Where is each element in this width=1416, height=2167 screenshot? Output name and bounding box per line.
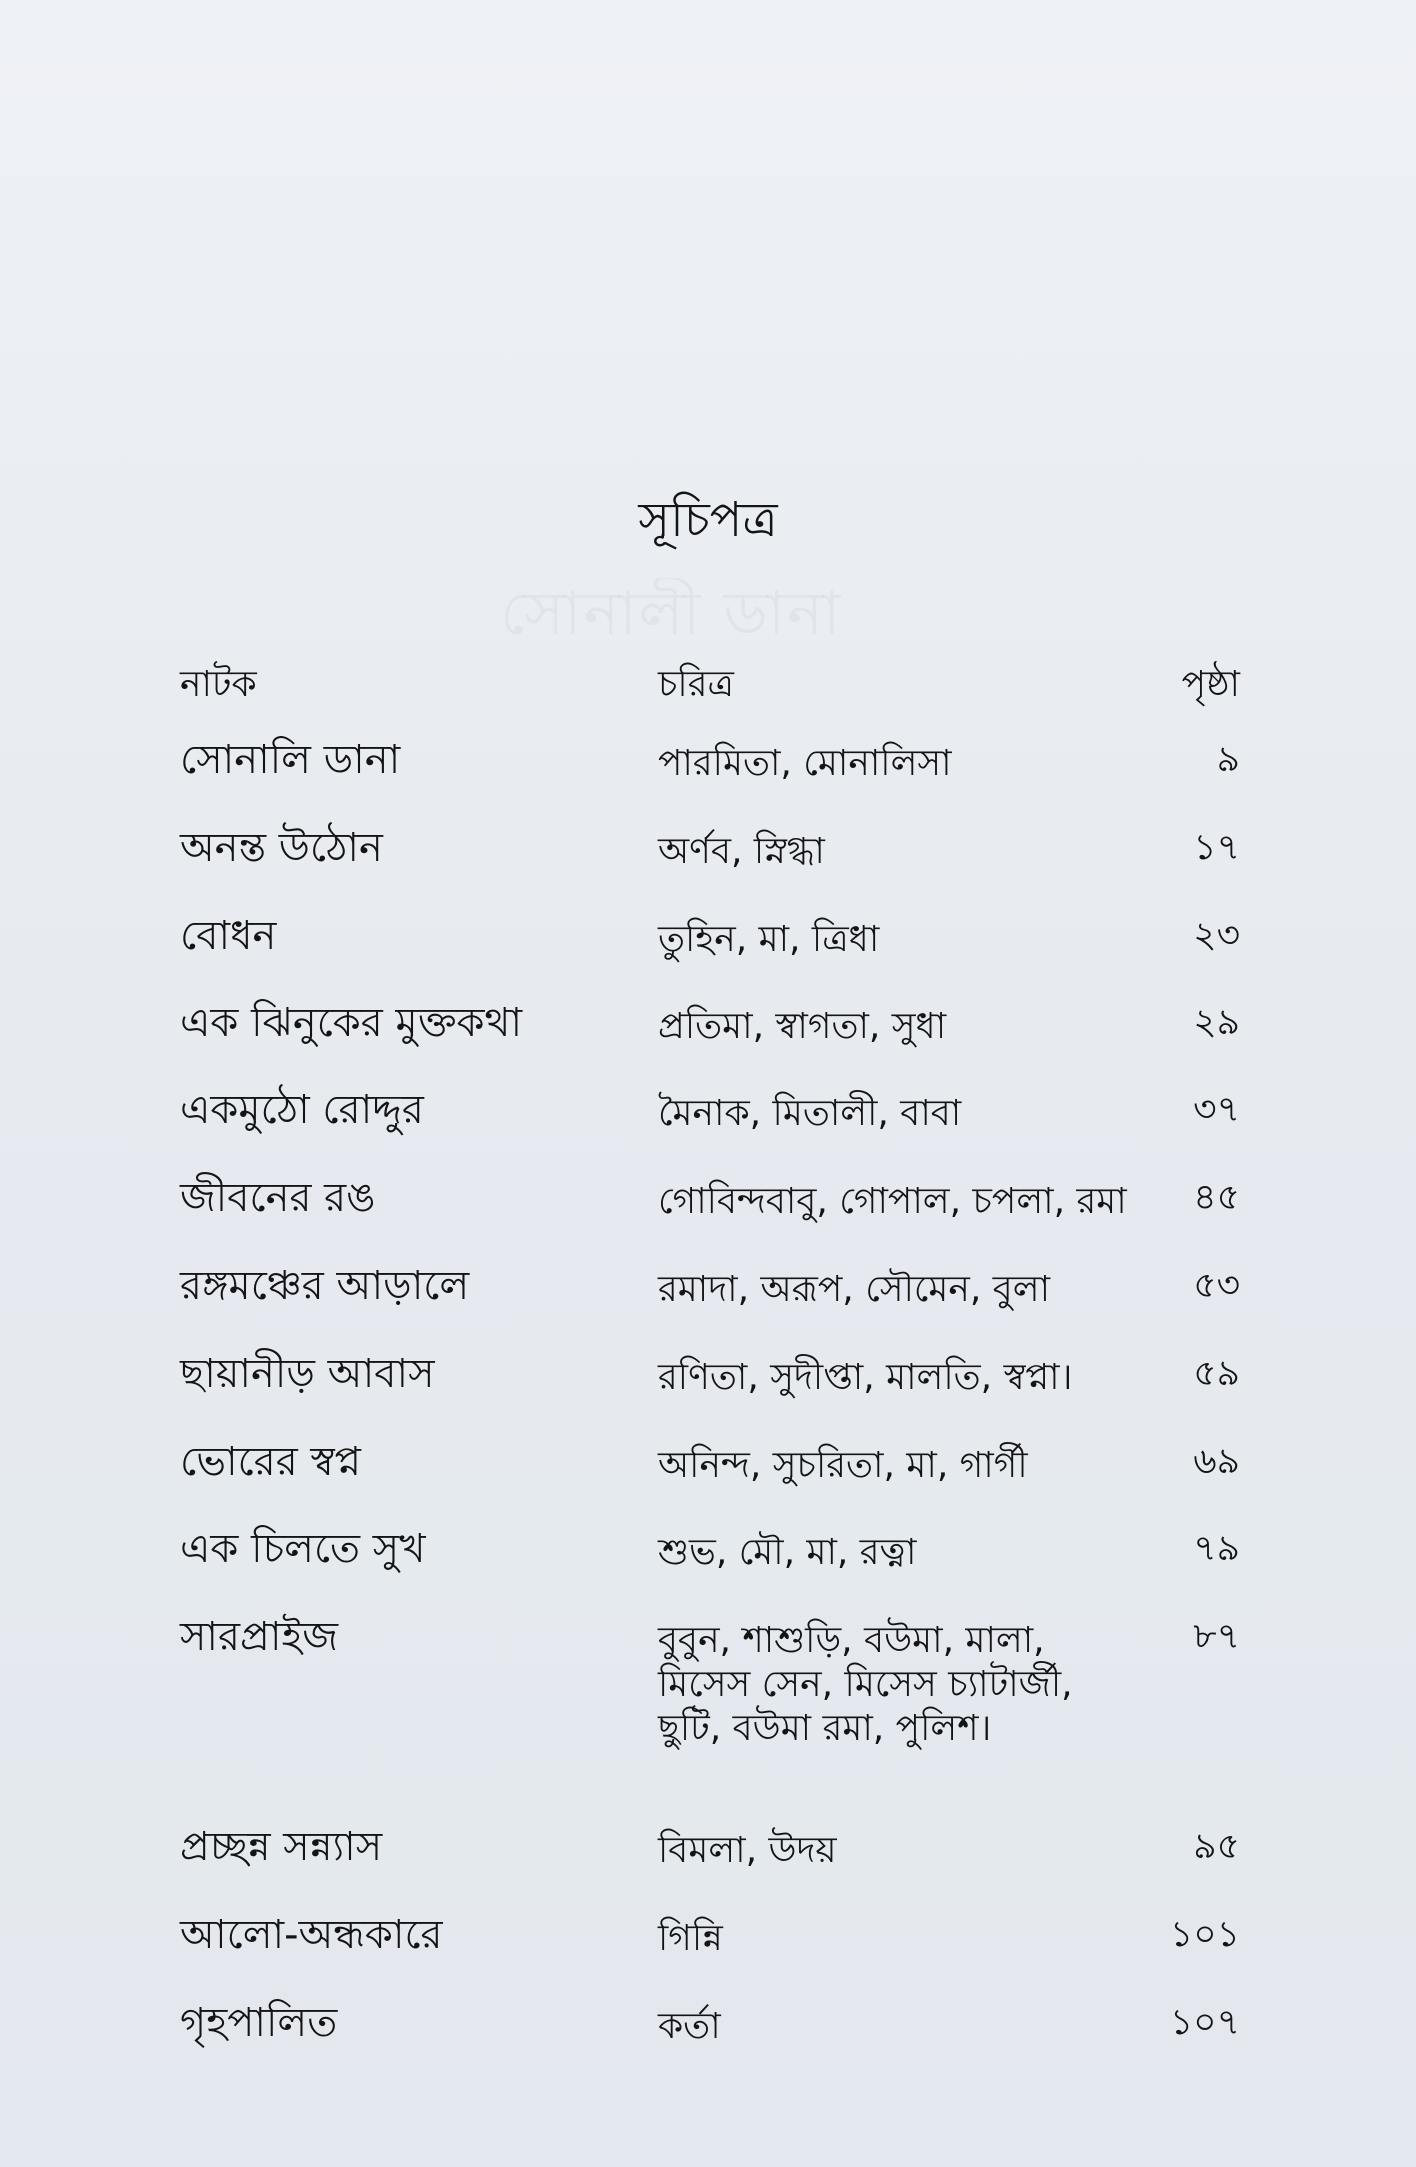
show-through-text: সোনালী ডানা: [500, 579, 843, 649]
play-title: ভোরের স্বপ্ন: [180, 1439, 362, 1485]
character-line: গোবিন্দবাবু, গোপাল, চপলা, রমা: [658, 1181, 1127, 1222]
character-list: [658, 830, 1138, 874]
page-title: সূচিপত্র: [638, 492, 778, 548]
header-play: নাটক: [180, 664, 257, 705]
play-title: আলো-অন্ধকারে: [180, 1912, 443, 1958]
character-list: [658, 1531, 1138, 1575]
character-line: শুভ, মৌ, মা, রত্না: [658, 1532, 917, 1573]
character-list: [658, 742, 1138, 786]
play-title: সারপ্রাইজ: [180, 1614, 339, 1660]
character-line: মৈনাক, মিতালী, বাবা: [658, 1093, 962, 1134]
character-list: [658, 1005, 1138, 1049]
page-number: ৪৫: [1193, 1177, 1240, 1218]
page-number: ৭৯: [1193, 1528, 1240, 1569]
page-number: ২৯: [1193, 1002, 1240, 1043]
play-title: সোনালি ডানা: [180, 737, 401, 783]
character-line: বুবুন, শাশুড়ি, বউমা, মালা,: [658, 1620, 1045, 1661]
character-line: অনিন্দ, সুচরিতা, মা, গার্গী: [658, 1445, 1028, 1486]
page-number: ৫৯: [1193, 1353, 1240, 1394]
page-number: ৯: [1216, 739, 1240, 780]
play-title: এক চিলতে সুখ: [180, 1526, 426, 1572]
character-line: অর্ণব, স্নিগ্ধা: [658, 831, 825, 872]
play-title: অনন্ত উঠোন: [180, 825, 383, 871]
character-list: [658, 1268, 1138, 1312]
character-line: প্রতিমা, স্বাগতা, সুধা: [658, 1006, 947, 1047]
character-line: কর্তা: [658, 2006, 721, 2047]
page-number: ৬৯: [1193, 1441, 1240, 1482]
play-title: ছায়ানীড় আবাস: [180, 1351, 435, 1397]
header-characters: চরিত্র: [658, 664, 734, 705]
page-number: ৯৫: [1193, 1826, 1240, 1867]
character-line: ছুটি, বউমা রমা, পুলিশ।: [658, 1708, 992, 1749]
character-list: [658, 1356, 1138, 1400]
character-list: [658, 1444, 1138, 1488]
play-title: জীবনের রঙ: [180, 1175, 376, 1221]
character-line: মিসেস সেন, মিসেস চ্যাটার্জী,: [658, 1664, 1073, 1705]
character-line: বিমলা, উদয়: [658, 1830, 837, 1871]
page-number: ৫৩: [1193, 1265, 1240, 1306]
character-line: গিন্নি: [658, 1918, 723, 1959]
play-title: গৃহপালিত: [180, 2000, 338, 2046]
page-number: ২৩: [1193, 915, 1240, 956]
header-page: পৃষ্ঠা: [1181, 664, 1240, 705]
character-list: [658, 1180, 1138, 1224]
page-number: ৩৭: [1193, 1089, 1240, 1130]
page-number: ৮৭: [1193, 1616, 1240, 1657]
play-title: রঙ্গমঞ্চের আড়ালে: [180, 1263, 470, 1309]
character-line: তুহিন, মা, ত্রিধা: [658, 919, 880, 960]
page-number: ১০১: [1169, 1914, 1240, 1955]
page-number: ১৭: [1193, 827, 1240, 868]
character-list: [658, 1619, 1138, 1751]
character-list: [658, 918, 1138, 962]
character-line: রমাদা, অরূপ, সৌমেন, বুলা: [658, 1269, 1051, 1310]
character-line: রণিতা, সুদীপ্তা, মালতি, স্বপ্না।: [658, 1357, 1073, 1398]
character-list: [658, 1092, 1138, 1136]
character-list: [658, 1829, 1138, 1873]
play-title: প্রচ্ছন্ন সন্ন্যাস: [180, 1824, 383, 1870]
play-title: এক ঝিনুকের মুক্তকথা: [180, 1000, 523, 1046]
play-title: বোধন: [180, 913, 277, 959]
character-list: [658, 1917, 1138, 1961]
character-list: [658, 2005, 1138, 2049]
page-number: ১০৭: [1169, 2002, 1240, 2043]
play-title: একমুঠো রোদ্দুর: [180, 1087, 424, 1133]
character-line: পারমিতা, মোনালিসা: [658, 743, 952, 784]
